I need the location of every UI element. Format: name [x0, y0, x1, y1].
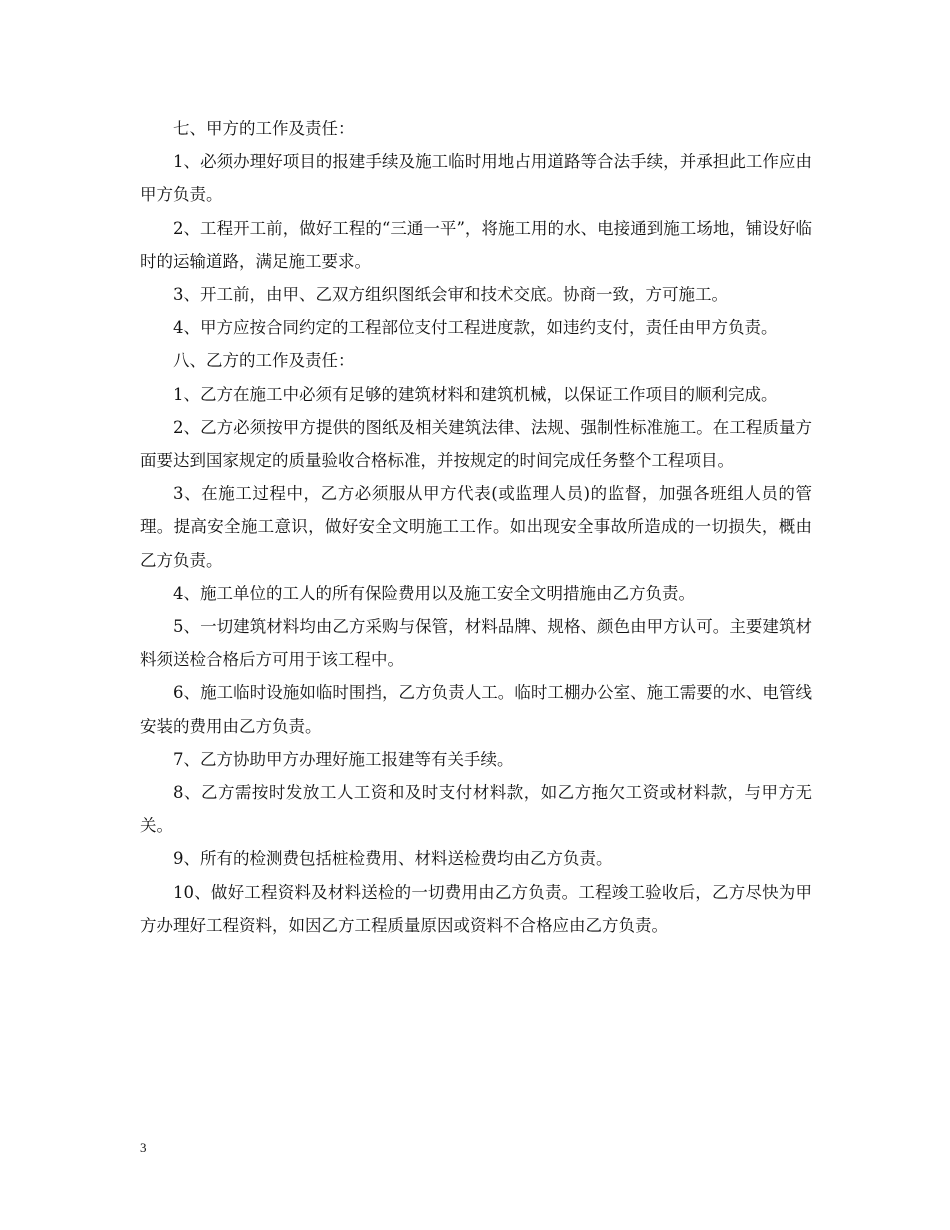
clause-b-8: 8、乙方需按时发放工人工资和及时支付材料款，如乙方拖欠工资或材料款，与甲方无关。	[140, 783, 812, 836]
clause-a-3: 3、开工前，由甲、乙双方组织图纸会审和技术交底。协商一致，方可施工。	[173, 285, 728, 305]
page-number: 3	[140, 1140, 147, 1155]
clause-a-4: 4、甲方应按合同约定的工程部位支付工程进度款，如违约支付，责任由甲方负责。	[173, 318, 778, 338]
clause-b-7: 7、乙方协助甲方办理好施工报建等有关手续。	[173, 749, 514, 769]
clause-b-10: 10、做好工程资料及材料送检的一切费用由乙方负责。工程竣工验收后，乙方尽快为甲方办理好工程资料，如因乙方工程质量原因或资料不合格应由乙方负责。	[140, 882, 812, 935]
clause-a-2: 2、工程开工前，做好工程的“三通一平”，将施工用的水、电接通到施工场地，铺设好临时的运输道路，满足施工要求。	[140, 218, 812, 271]
clause-a-1: 1、必须办理好项目的报建手续及施工临时用地占用道路等合法手续，并承担此工作应由甲方负责。	[140, 152, 812, 205]
clause-b-9: 9、所有的检测费包括桩检费用、材料送检费均由乙方负责。	[173, 849, 613, 869]
clause-b-1: 1、乙方在施工中必须有足够的建筑材料和建筑机械，以保证工作项目的顺利完成。	[173, 384, 778, 404]
section-heading-party-a: 七、甲方的工作及责任：	[173, 119, 355, 138]
clause-b-5: 5、一切建筑材料均由乙方采购与保管，材料品牌、规格、颜色由甲方认可。主要建筑材料须送检合格后方可用于该工程中。	[140, 617, 812, 670]
clause-b-4: 4、施工单位的工人的所有保险费用以及施工安全文明措施由乙方负责。	[173, 583, 695, 603]
document-body	[140, 112, 812, 942]
clause-b-2: 2、乙方必须按甲方提供的图纸及相关建筑法律、法规、强制性标准施工。在工程质量方面要达到国家规定的质量验收合格标准，并按规定的时间完成任务整个工程项目。	[140, 417, 812, 471]
clause-b-6: 6、施工临时设施如临时围挡，乙方负责人工。临时工棚办公室、施工需要的水、电管线安装的费用由乙方负责。	[140, 683, 812, 736]
clause-b-3: 3、在施工过程中，乙方必须服从甲方代表(或监理人员)的监督，加强各班组人员的管理。提高安全施工意识，做好安全文明施工工作。如出现安全事故所造成的一切损失，概由乙方负责。	[140, 484, 812, 570]
section-heading-party-b: 八、乙方的工作及责任：	[173, 351, 355, 371]
